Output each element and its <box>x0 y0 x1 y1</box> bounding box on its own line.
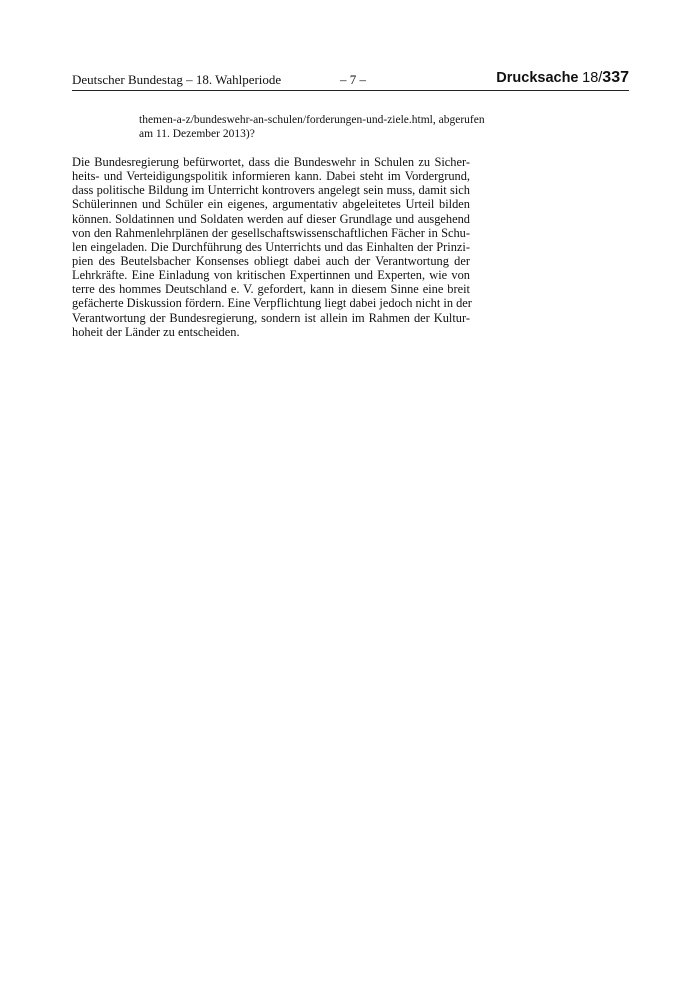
question-line: am 11. Dezember 2013)? <box>139 127 255 140</box>
answer-line: len eingeladen. Die Durchführung des Unterrichts und das Einhalten der Prinzi- <box>72 239 470 254</box>
parliament-period: Deutscher Bundestag – 18. Wahlperiode <box>72 72 282 87</box>
answer-line: terre des hommes Deutschland e. V. gefordert, kann in diesem Sinne eine breit <box>72 282 470 297</box>
drucksache-period: 18/ <box>582 70 603 86</box>
answer-line: hoheit der Länder zu entscheiden. <box>72 324 240 339</box>
drucksache-number <box>496 69 629 87</box>
drucksache-label: Drucksache <box>496 70 579 86</box>
answer-line: Lehrkräfte. Eine Einladung von kritischen Expertinnen und Experten, wie von <box>72 268 470 283</box>
answer-line: können. Soldatinnen und Soldaten werden auf dieser Grundlage und ausgehend <box>72 211 470 226</box>
page-header <box>72 70 629 90</box>
answer-line: von den Rahmenlehrplänen der gesellschaftswissenschaftlichen Fächer in Schu- <box>72 225 470 240</box>
question-line: themen-a-z/bundeswehr-an-schulen/forderungen-und-ziele.html, abgerufen <box>139 114 485 126</box>
answer-line: Schülerinnen und Schüler ein eigenes, argumentativ abgeleitetes Urteil bilden <box>72 197 470 212</box>
header-divider <box>72 90 629 91</box>
answer-line: pien des Beutelsbacher Konsenses obliegt dabei auch der Verantwortung der <box>72 253 470 268</box>
answer-line: heits- und Verteidigungspolitik informieren kann. Dabei steht im Vordergrund, <box>72 169 470 184</box>
answer-line: Die Bundesregierung befürwortet, dass die Bundeswehr in Schulen zu Sicher- <box>72 155 470 169</box>
drucksache-issue: 337 <box>602 69 629 86</box>
page-number: – 7 – <box>340 72 366 87</box>
answer-line: Verantwortung der Bundesregierung, sondern ist allein im Rahmen der Kultur- <box>72 310 470 325</box>
question-text-continuation <box>139 114 485 141</box>
answer-line: dass politische Bildung im Unterricht kontrovers angelegt sein muss, damit sich <box>72 183 470 198</box>
answer-line: gefächerte Diskussion fördern. Eine Verpflichtung liegt dabei jedoch nicht in der <box>72 296 472 311</box>
answer-paragraph <box>72 155 470 339</box>
